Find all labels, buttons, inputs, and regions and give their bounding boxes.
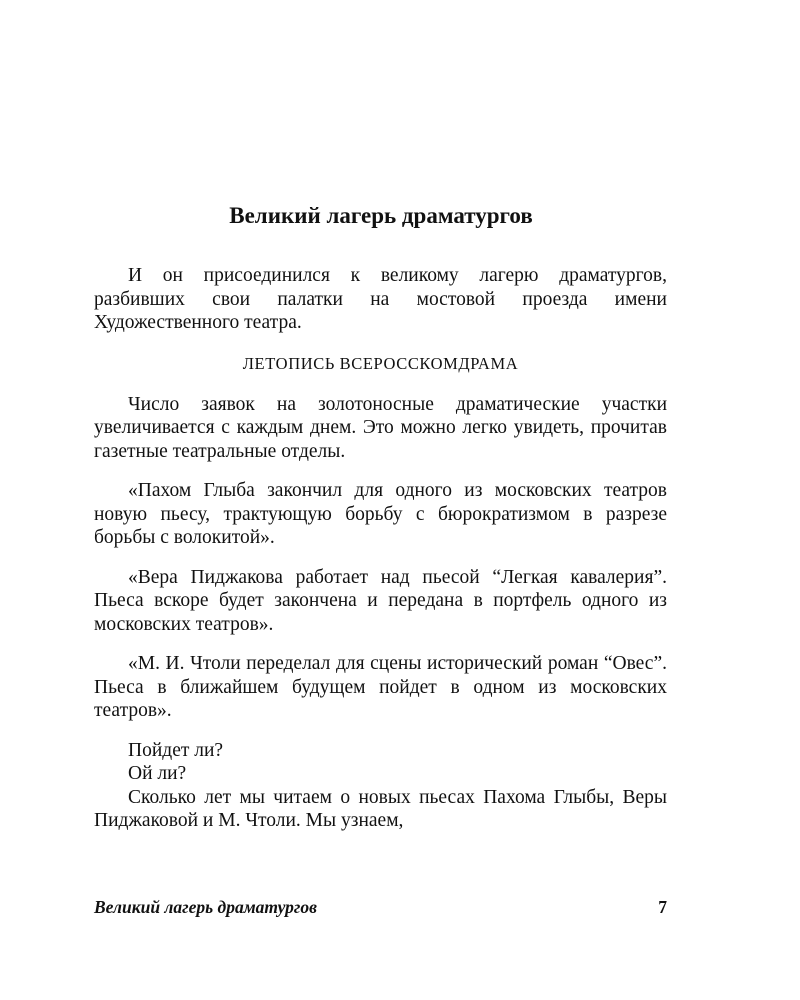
paragraph-quote-glyba: «Пахом Глыба закончил для одного из московских театров новую пьесу, трактующую борьбу с бюрократизмом в разрезе борьбы с волокитой». [94, 480, 667, 548]
section-heading: ЛЕТОПИСЬ ВСЕРОССКОМДРАМА [242, 353, 519, 373]
chapter-title: Великий лагерь драматургов [229, 203, 533, 228]
page-number: 7 [658, 897, 667, 917]
paragraph-closing: Сколько лет мы читаем о новых пьесах Пахома Глыбы, Веры Пиджаковой и М. Чтоли. Мы узнаем, [94, 786, 667, 831]
page-footer [94, 896, 667, 918]
paragraph-question-2: Ой ли? [128, 763, 187, 784]
paragraph-question-1: Пойдет ли? [128, 739, 224, 761]
paragraph-quote-chtoli: «М. И. Чтоли переделал для сцены исторический роман “Овес”. Пьеса в ближайшем будущем пойдет в одном из московских театров». [94, 653, 667, 721]
running-title: Великий лагерь драматургов [94, 897, 317, 917]
paragraph-intro: И он присоединился к великому лагерю драматургов, разбивших свои палатки на мостовой проезда имени Художественного театра. [94, 265, 667, 333]
paragraph-quote-pidzhakova: «Вера Пиджакова работает над пьесой “Легкая кавалерия”. Пьеса вскоре будет закончена и передана в портфель одного из московских театров». [94, 566, 667, 635]
paragraph-claims: Число заявок на золотоносные драматические участки увеличивается с каждым днем. Это можно легко увидеть, прочитав газетные театральные отделы. [94, 393, 667, 462]
page-body [94, 264, 667, 833]
